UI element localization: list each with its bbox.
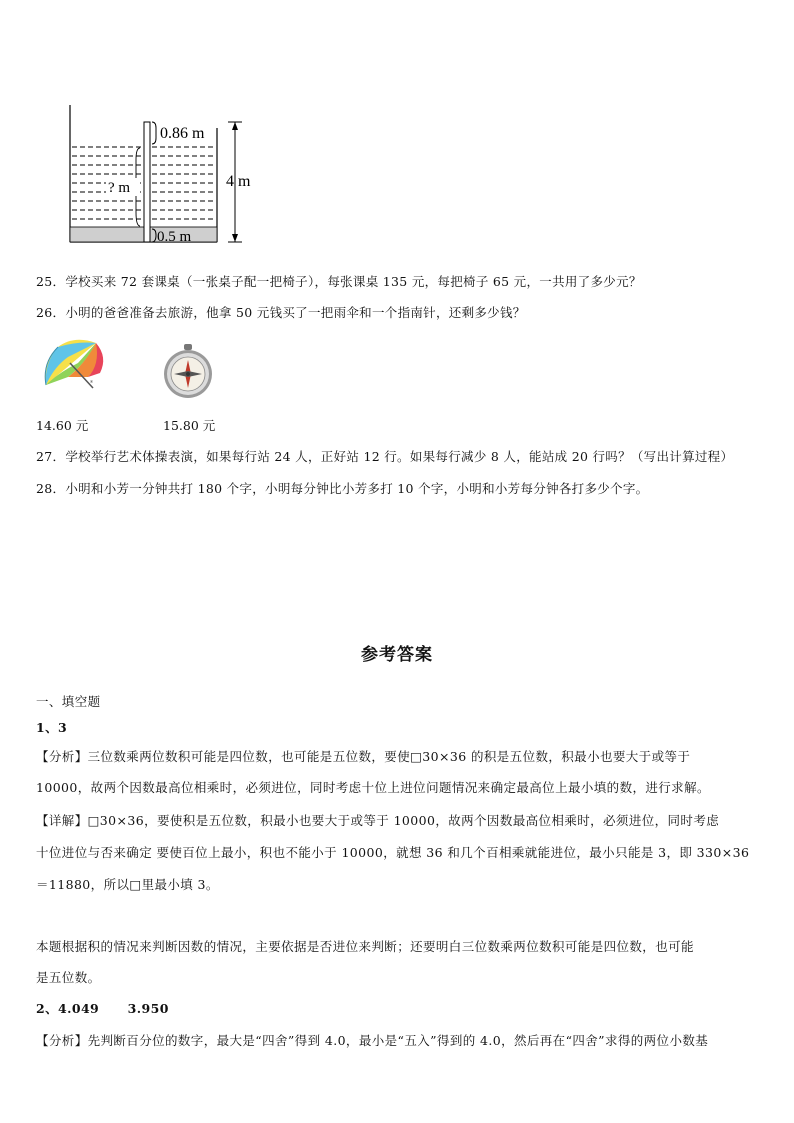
question-28: 28．小明和小芳一分钟共打 180 个字，小明每分钟比小芳多打 10 个字，小明和小芳每分钟各打多少个字。: [36, 481, 649, 496]
compass-image: [160, 344, 216, 400]
label-total: 4 m: [226, 173, 251, 190]
answer-2-label: 2、4.049 3.950: [36, 1001, 169, 1016]
answer-1-analysis-line2: 10000，故两个因数最高位相乘时，必须进位，同时考虑十位上进位问题情况来确定最高位上最小填的数，进行求解。: [36, 780, 710, 795]
answers-title: 参考答案: [361, 645, 433, 665]
umbrella-price: 14.60 元: [36, 418, 89, 433]
answer-1-analysis-line1: 【分析】三位数乘两位数积可能是四位数，也可能是五位数，要使□30×36 的积是五位数，积最小也要大于或等于: [36, 749, 691, 764]
question-25: 25．学校买来 72 套课桌（一张桌子配一把椅子），每张课桌 135 元，每把椅子 65 元，一共用了多少元？: [36, 274, 642, 289]
answer-1-note-line1: 本题根据积的情况来判断因数的情况，主要依据是否进位来判断；还要明白三位数乘两位数积可能是四位数，也可能: [36, 939, 694, 954]
answer-1-note-line2: 是五位数。: [36, 970, 101, 985]
svg-text:*: *: [90, 380, 93, 387]
answer-2-analysis-line1: 【分析】先判断百分位的数字，最大是“四舍”得到 4.0，最小是“五入”得到的 4.0，然后再在“四舍”求得的两位小数基: [36, 1033, 709, 1048]
question-27: 27．学校举行艺术体操表演，如果每行站 24 人，正好站 12 行。如果每行减少 8 人，能站成 20 行吗？（写出计算过程）: [36, 449, 734, 464]
tank-diagram: [60, 100, 270, 248]
answer-1-detail-line3: ＝11880，所以□里最小填 3。: [36, 877, 219, 892]
answer-1-detail-line1: 【详解】□30×36，要使积是五位数，积最小也要大于或等于 10000，故两个因数最高位相乘时，必须进位，同时考虑: [36, 813, 720, 828]
label-bottom: 0.5 m: [157, 229, 192, 245]
question-26: 26．小明的爸爸准备去旅游，他拿 50 元钱买了一把雨伞和一个指南针，还剩多少钱？: [36, 305, 526, 320]
umbrella-image: [38, 333, 108, 403]
label-top: 0.86 m: [160, 125, 205, 142]
compass-price: 15.80 元: [163, 418, 216, 433]
answer-1-label: 1、3: [36, 720, 68, 735]
answer-1-detail-line2: 十位进位与否来确定 要使百位上最小，积也不能小于 10000，就想 36 和几个百相乘就能进位，最小只能是 3，即 330×36: [36, 845, 750, 860]
label-unknown: ? m: [108, 180, 131, 196]
section-heading: 一、填空题: [36, 694, 101, 709]
